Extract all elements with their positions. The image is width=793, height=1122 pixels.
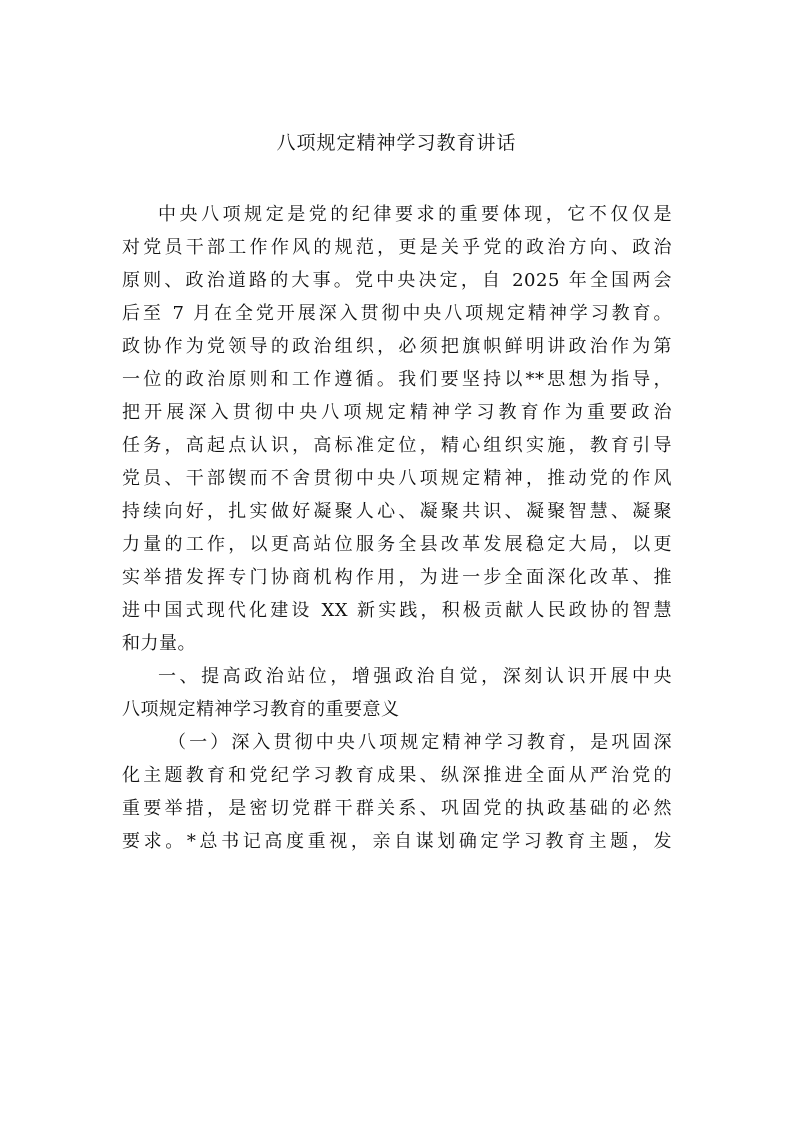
section-heading-line: 八项规定精神学习教育的重要意义 <box>122 699 400 720</box>
paragraph-line: 实举措发挥专门协商机构作用，为进一步全面深化改革、推 <box>122 567 672 588</box>
subsection-line: （一）深入贯彻中央八项规定精神学习教育，是巩固深 <box>168 732 672 753</box>
paragraph-line: 力量的工作，以更高站位服务全县改革发展稳定大局，以更 <box>122 534 672 555</box>
paragraph-line: 化主题教育和党纪学习教育成果、纵深推进全面从严治党的 <box>122 765 672 786</box>
paragraph-line: 党员、干部锲而不舍贯彻中央八项规定精神，推动党的作风 <box>122 468 672 489</box>
document-title: 八项规定精神学习教育讲话 <box>276 132 517 154</box>
paragraph-line: 一位的政治原则和工作遵循。我们要坚持以**思想为指导， <box>122 369 672 390</box>
paragraph-line: 政协作为党领导的政治组织，必须把旗帜鲜明讲政治作为第 <box>122 336 672 357</box>
paragraph-line: 持续向好，扎实做好凝聚人心、凝聚共识、凝聚智慧、凝聚 <box>122 501 672 522</box>
document-body <box>122 198 672 858</box>
paragraph-line: 把开展深入贯彻中央八项规定精神学习教育作为重要政治 <box>122 402 672 423</box>
paragraph-line: 和力量。 <box>122 633 196 654</box>
paragraph-line: 中央八项规定是党的纪律要求的重要体现，它不仅仅是 <box>158 204 672 225</box>
paragraph-line: 重要举措，是密切党群干群关系、巩固党的执政基础的必然 <box>122 798 672 819</box>
paragraph-line: 后至 7 月在全党开展深入贯彻中央八项规定精神学习教育。 <box>122 303 672 324</box>
section-heading-line: 一、提高政治站位，增强政治自觉，深刻认识开展中央 <box>158 666 672 687</box>
paragraph-line: 原则、政治道路的大事。党中央决定，自 2025 年全国两会 <box>122 270 672 291</box>
paragraph-line: 任务，高起点认识，高标准定位，精心组织实施，教育引导 <box>122 435 672 456</box>
paragraph-line: 要求。*总书记高度重视，亲自谋划确定学习教育主题，发 <box>122 831 672 852</box>
paragraph-line: 进中国式现代化建设 XX 新实践，积极贡献人民政协的智慧 <box>122 600 672 621</box>
paragraph-line: 对党员干部工作作风的规范，更是关乎党的政治方向、政治 <box>122 237 672 258</box>
